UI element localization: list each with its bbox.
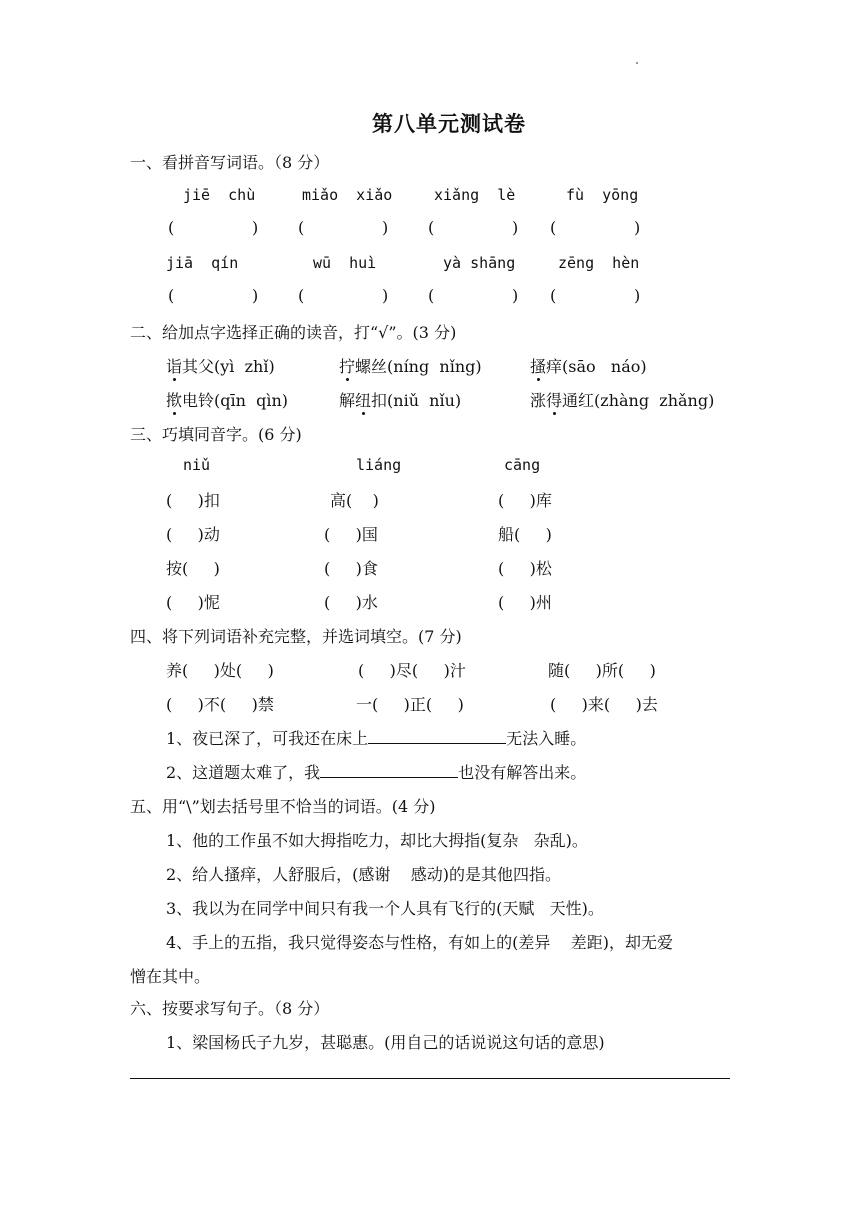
reading-item <box>339 388 461 411</box>
question-line: 1、他的工作虽不如大拇指吃力，却比大拇指(复杂 杂乱)。 <box>166 831 588 850</box>
pinyin: liáng <box>356 456 402 474</box>
section-6-heading: 六、按要求写句子。（8 分） <box>130 999 330 1018</box>
pinyin: jiē chù <box>183 186 256 204</box>
homophone-blank: ( )怩 <box>166 593 220 612</box>
homophone-blank: ( )扣 <box>166 491 220 510</box>
pinyin: xiǎng lè <box>434 186 516 204</box>
answer-blank-line <box>320 763 458 778</box>
sentence-text: 2、这道题太难了，我 <box>166 763 321 782</box>
reading-options: 电铃(qīn qìn) <box>182 391 289 410</box>
pinyin: zēng hèn <box>558 254 640 272</box>
answer-bracket-open: ( <box>550 286 557 305</box>
answer-bracket-close: ) <box>512 286 519 305</box>
dotted-char: 得 <box>546 391 563 410</box>
word-prefix: 涨 <box>530 391 547 410</box>
dotted-char: 拧 <box>339 357 356 376</box>
question-line: 2、给人搔痒，人舒服后，(感谢 感动)的是其他四指。 <box>166 865 562 884</box>
answer-blank-line <box>368 729 506 744</box>
reading-item <box>166 354 275 377</box>
answer-bracket-close: ) <box>634 218 641 237</box>
homophone-blank: 按( ) <box>166 559 220 578</box>
reading-item <box>166 388 288 411</box>
reading-options: 扣(niǔ nǐu) <box>371 391 462 410</box>
answer-bracket-open: ( <box>298 218 305 237</box>
homophone-blank: ( )动 <box>166 525 220 544</box>
sentence-text: 无法入睡。 <box>506 729 587 748</box>
answer-bracket-open: ( <box>168 286 175 305</box>
sentence-text: 也没有解答出来。 <box>458 763 587 782</box>
reading-options: 其父(yì zhǐ) <box>182 357 275 376</box>
homophone-blank: ( )水 <box>324 593 378 612</box>
answer-bracket-close: ) <box>382 286 389 305</box>
section-5-heading: 五、用“\”划去括号里不恰当的词语。(4 分) <box>130 797 436 816</box>
homophone-blank: ( )松 <box>498 559 552 578</box>
section-1-heading: 一、看拼音写词语。（8 分） <box>130 153 330 172</box>
reading-options: 痒(sāo náo) <box>546 357 647 376</box>
pinyin: jiā qín <box>166 254 239 272</box>
answer-bracket-open: ( <box>168 218 175 237</box>
idiom-blank: 随( )所( ) <box>548 661 656 680</box>
section-2-heading: 二、给加点字选择正确的读音，打“√”。(3 分) <box>130 323 457 342</box>
homophone-blank: ( )州 <box>498 593 552 612</box>
answer-bracket-open: ( <box>428 286 435 305</box>
pinyin: fù yōng <box>566 186 639 204</box>
section-4-heading: 四、将下列词语补充完整，并选词填空。(7 分) <box>130 627 462 646</box>
question-line: 1、梁国杨氏子九岁，甚聪惠。(用自己的话说说这句话的意思) <box>166 1033 605 1052</box>
dotted-char: 纽 <box>355 391 372 410</box>
answer-bracket-open: ( <box>298 286 305 305</box>
answer-bracket-open: ( <box>550 218 557 237</box>
dotted-char: 诣 <box>166 357 183 376</box>
homophone-blank: ( )库 <box>498 491 552 510</box>
dotted-char: 揿 <box>166 391 183 410</box>
pinyin: wū huì <box>313 254 377 272</box>
question-line: 4、手上的五指，我只觉得姿态与性格，有如上的(差异 差距)，却无爱 <box>166 933 674 952</box>
reading-item <box>339 354 482 377</box>
answer-bracket-close: ) <box>252 286 259 305</box>
pinyin: cāng <box>504 456 541 474</box>
question-line: 憎在其中。 <box>130 967 211 986</box>
pinyin: yà shāng <box>443 254 516 272</box>
idiom-blank: ( )来( )去 <box>550 695 658 714</box>
reading-item <box>530 354 647 377</box>
homophone-blank: 高( ) <box>330 491 379 510</box>
homophone-blank: 船( ) <box>498 525 552 544</box>
corner-speck <box>636 62 638 64</box>
idiom-blank: ( )不( )禁 <box>166 695 274 714</box>
dotted-char: 搔 <box>530 357 547 376</box>
question-line: 3、我以为在同学中间只有我一个人具有飞行的(天赋 天性)。 <box>166 899 604 918</box>
pinyin: niǔ <box>183 456 211 474</box>
answer-line <box>130 1078 730 1079</box>
reading-options: 螺丝(níng nǐng) <box>355 357 482 376</box>
answer-bracket-close: ) <box>382 218 389 237</box>
page-title: 第八单元测试卷 <box>372 111 526 136</box>
idiom-blank: 一( )正( ) <box>356 695 464 714</box>
answer-bracket-open: ( <box>428 218 435 237</box>
pinyin: miǎo xiǎo <box>302 186 393 204</box>
answer-bracket-close: ) <box>634 286 641 305</box>
homophone-blank: ( )食 <box>324 559 378 578</box>
answer-bracket-close: ) <box>512 218 519 237</box>
homophone-blank: ( )国 <box>324 525 378 544</box>
fill-sentence-2 <box>166 760 586 783</box>
word-prefix: 解 <box>339 391 356 410</box>
idiom-blank: 养( )处( ) <box>166 661 274 680</box>
reading-item <box>530 388 714 411</box>
sentence-text: 1、夜已深了，可我还在床上 <box>166 729 369 748</box>
reading-options: 通红(zhàng zhǎng) <box>562 391 715 410</box>
idiom-blank: ( )尽( )汁 <box>358 661 466 680</box>
section-3-heading: 三、巧填同音字。(6 分) <box>130 425 302 444</box>
answer-bracket-close: ) <box>252 218 259 237</box>
fill-sentence-1 <box>166 726 586 749</box>
